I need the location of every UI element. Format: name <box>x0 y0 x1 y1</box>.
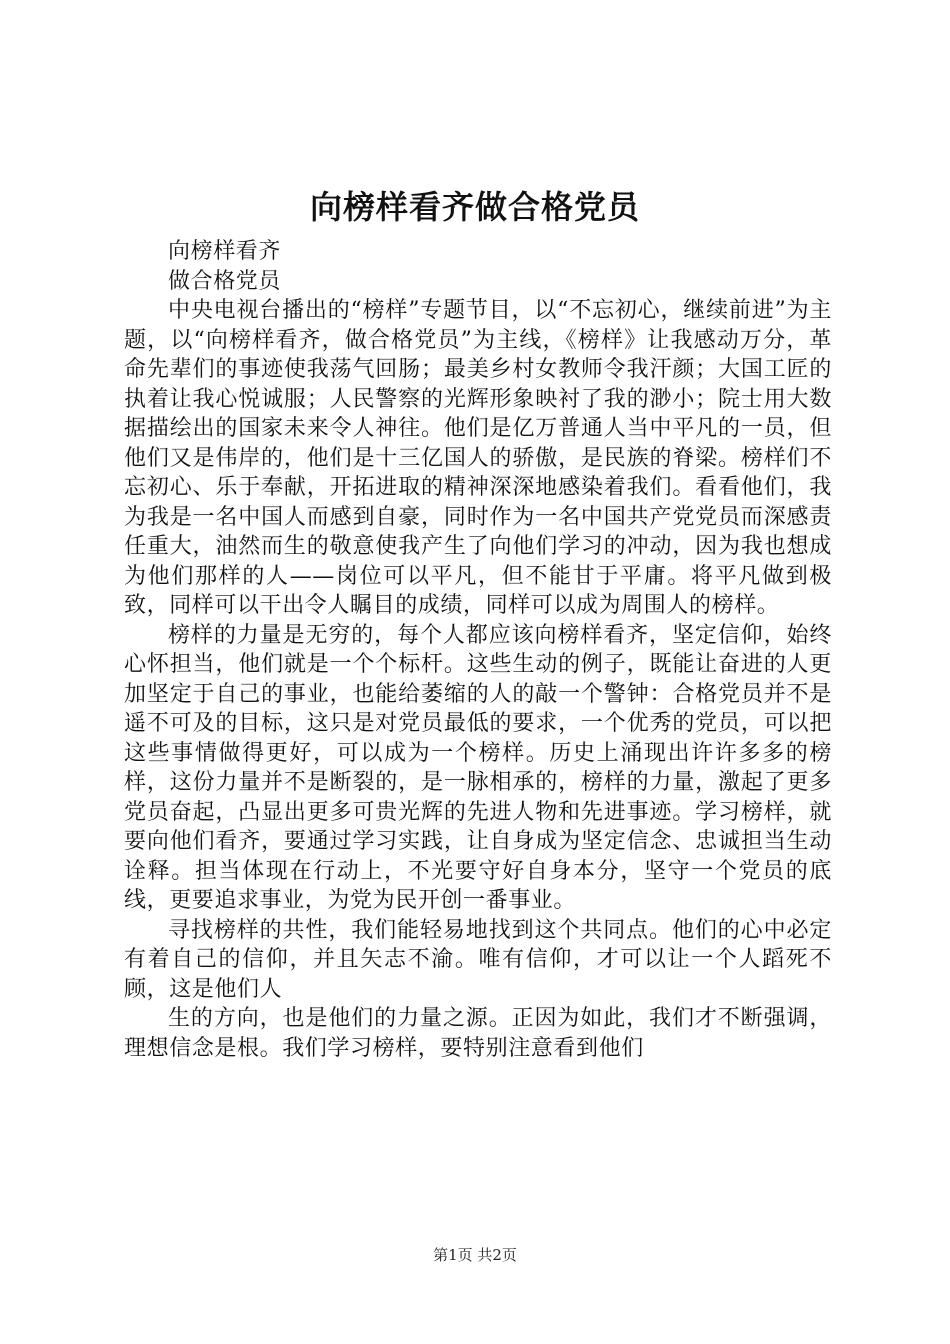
paragraph: 向榜样看齐 <box>168 239 282 264</box>
paragraph: 生的方向，也是他们的力量之源。正因为如此，我们才不断强调，理想信念是根。我们学习榜样，要特别注意看到他们 <box>124 1006 832 1061</box>
document-body <box>124 237 832 1063</box>
document-title: 向榜样看齐做合格党员 <box>309 188 640 226</box>
paragraph: 寻找榜样的共性，我们能轻易地找到这个共同点。他们的心中必定有着自己的信仰，并且矢志不渝。唯有信仰，才可以让一个人蹈死不顾，这是他们人 <box>124 917 832 1002</box>
paragraph: 做合格党员 <box>168 268 282 294</box>
page-number: 第1页 共2页 <box>433 1246 517 1264</box>
paragraph: 榜样的力量是无穷的，每个人都应该向榜样看齐，坚定信仰，始终心怀担当，他们就是一个个标杆。这些生动的例子，既能让奋进的人更加坚定于自己的事业，也能给萎缩的人的敲一个警钟：合格党员并不是遥不可及的目标，这只是对党员最低的要求，一个优秀的党员，可以把这些事情做得更好，可以成为一个榜样。历史上涌现出许许多多的榜样，这份力量并不是断裂的，是一脉相承的，榜样的力量，激起了更多党员奋起，凸显出更多可贵光辉的先进人物和先进事迹。学习榜样，就要向他们看齐，要通过学习实践，让自身成为坚定信念、忠诚担当生动诠释。担当体现在行动上，不光要守好自身本分，坚守一个党员的底线，更要追求事业，为党为民开创一番事业。 <box>124 622 832 913</box>
paragraph: 中央电视台播出的“榜样”专题节目，以“不忘初心，继续前进”为主题，以“向榜样看齐，做合格党员”为主线，《榜样》让我感动万分，革命先辈们的事迹使我荡气回肠；最美乡村女教师令我汗颜；大国工匠的执着让我心悦诚服；人民警察的光辉形象映衬了我的渺小；院士用大数据描绘出的国家未来令人神往。他们是亿万普通人当中平凡的一员，但他们又是伟岸的，他们是十三亿国人的骄傲，是民族的脊梁。榜样们不忘初心、乐于奉献，开拓进取的精神深深地感染着我们。看看他们，我为我是一名中国人而感到自豪，同时作为一名中国共产党党员而深感责任重大，油然而生的敬意使我产生了向他们学习的冲动，因为我也想成为他们那样的人——岗位可以平凡，但不能甘于平庸。将平凡做到极致，同样可以干出令人瞩目的成绩，同样可以成为周围人的榜样。 <box>124 298 832 618</box>
